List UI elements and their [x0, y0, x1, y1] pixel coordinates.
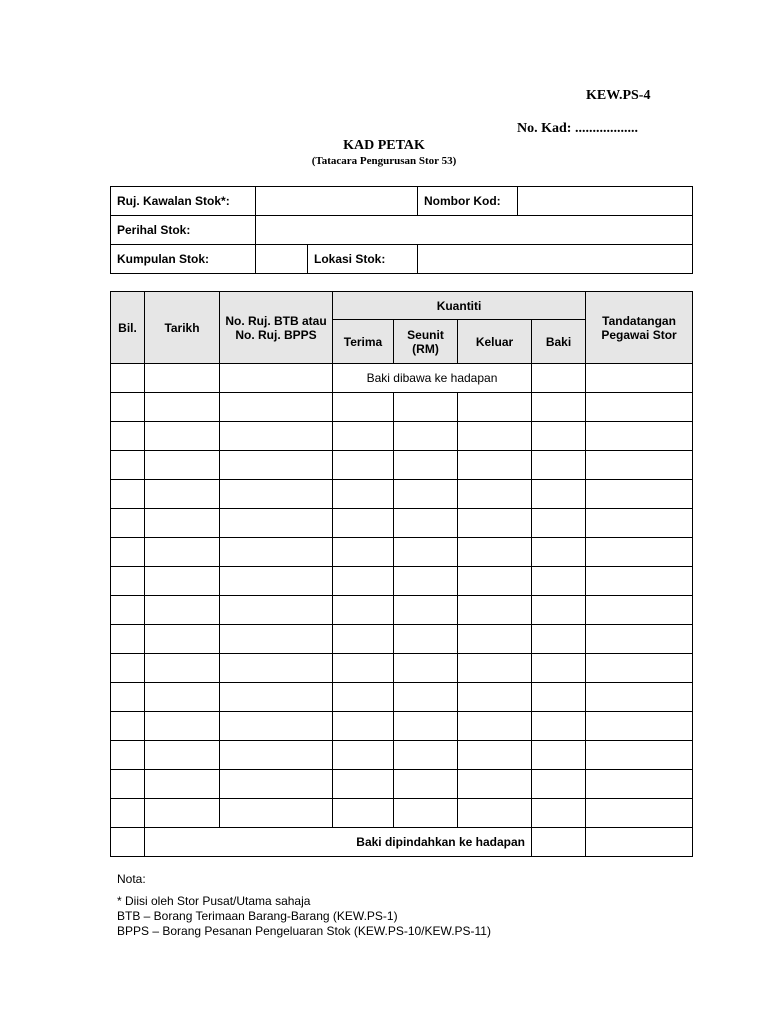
kumpulan-label: Kumpulan Stok: [111, 245, 256, 274]
table-cell[interactable] [532, 422, 586, 451]
perihal-label: Perihal Stok: [111, 216, 256, 245]
table-cell[interactable] [145, 625, 220, 654]
table-cell[interactable] [532, 364, 586, 393]
table-row [111, 393, 693, 422]
table-cell[interactable] [586, 828, 693, 857]
stock-header-table [110, 186, 693, 274]
col-kuantiti: Kuantiti [333, 292, 586, 320]
table-cell[interactable] [458, 567, 532, 596]
table-cell[interactable] [333, 683, 394, 712]
table-cell[interactable] [394, 480, 458, 509]
table-cell[interactable] [333, 451, 394, 480]
table-cell[interactable] [145, 567, 220, 596]
table-cell[interactable] [220, 538, 333, 567]
notes-heading: Nota: [117, 872, 146, 886]
col-seunit: Seunit (RM) [394, 320, 458, 364]
lokasi-label: Lokasi Stok: [308, 245, 418, 274]
card-number-field[interactable]: No. Kad: .................. [517, 121, 638, 136]
table-row [111, 712, 693, 741]
table-row [111, 567, 693, 596]
table-cell[interactable] [333, 567, 394, 596]
table-cell[interactable] [586, 770, 693, 799]
table-cell[interactable] [220, 509, 333, 538]
table-cell[interactable] [394, 451, 458, 480]
table-cell[interactable] [220, 799, 333, 828]
lokasi-input[interactable] [418, 245, 693, 274]
table-cell[interactable] [111, 451, 145, 480]
table-cell[interactable] [586, 596, 693, 625]
table-cell[interactable] [220, 654, 333, 683]
table-cell[interactable] [145, 770, 220, 799]
table-cell[interactable] [220, 393, 333, 422]
table-row [111, 799, 693, 828]
table-cell[interactable] [532, 828, 586, 857]
table-cell[interactable] [394, 683, 458, 712]
table-cell[interactable] [220, 567, 333, 596]
table-cell[interactable] [586, 451, 693, 480]
table-cell[interactable] [394, 422, 458, 451]
table-cell[interactable] [532, 741, 586, 770]
kumpulan-input[interactable] [256, 245, 308, 274]
table-cell[interactable] [458, 596, 532, 625]
table-cell[interactable] [220, 625, 333, 654]
table-cell[interactable] [111, 538, 145, 567]
table-cell[interactable] [586, 538, 693, 567]
ruj-kawalan-input[interactable] [256, 187, 418, 216]
table-cell[interactable] [586, 364, 693, 393]
form-code: KEW.PS-4 [586, 88, 651, 103]
table-row [111, 654, 693, 683]
table-cell[interactable] [333, 741, 394, 770]
table-cell[interactable] [220, 364, 333, 393]
table-cell[interactable] [220, 770, 333, 799]
stock-ledger-table [110, 291, 693, 857]
table-cell[interactable] [458, 770, 532, 799]
table-cell[interactable] [394, 770, 458, 799]
table-cell[interactable] [458, 509, 532, 538]
table-cell[interactable] [586, 480, 693, 509]
table-cell[interactable] [111, 799, 145, 828]
table-cell[interactable] [586, 712, 693, 741]
table-cell[interactable] [220, 480, 333, 509]
table-cell[interactable] [394, 741, 458, 770]
note-line: BTB – Borang Terimaan Barang-Barang (KEW.PS-1) [117, 909, 398, 923]
brought-forward-row [111, 364, 693, 393]
page-title: KAD PETAK [343, 138, 425, 153]
table-cell[interactable] [145, 596, 220, 625]
table-cell[interactable] [333, 712, 394, 741]
table-cell[interactable] [145, 683, 220, 712]
table-cell[interactable] [458, 625, 532, 654]
table-cell[interactable] [111, 393, 145, 422]
table-cell[interactable] [145, 393, 220, 422]
table-cell[interactable] [532, 625, 586, 654]
table-row [111, 741, 693, 770]
table-cell[interactable] [145, 364, 220, 393]
table-cell[interactable] [394, 654, 458, 683]
table-cell[interactable] [111, 741, 145, 770]
table-cell[interactable] [145, 654, 220, 683]
table-cell[interactable] [111, 654, 145, 683]
table-cell[interactable] [333, 393, 394, 422]
table-cell[interactable] [586, 567, 693, 596]
table-cell[interactable] [586, 625, 693, 654]
table-cell[interactable] [532, 712, 586, 741]
table-cell[interactable] [394, 712, 458, 741]
table-cell[interactable] [220, 741, 333, 770]
table-cell[interactable] [145, 799, 220, 828]
table-row [111, 625, 693, 654]
col-tarikh: Tarikh [145, 292, 220, 364]
table-cell[interactable] [333, 770, 394, 799]
table-cell[interactable] [220, 712, 333, 741]
table-cell[interactable] [532, 451, 586, 480]
table-cell[interactable] [586, 799, 693, 828]
table-cell[interactable] [145, 451, 220, 480]
table-cell[interactable] [220, 451, 333, 480]
col-keluar: Keluar [458, 320, 532, 364]
table-cell[interactable] [458, 480, 532, 509]
table-cell[interactable] [532, 683, 586, 712]
table-cell[interactable] [145, 538, 220, 567]
table-cell[interactable] [333, 509, 394, 538]
table-cell[interactable] [111, 509, 145, 538]
table-row [111, 596, 693, 625]
table-cell[interactable] [111, 712, 145, 741]
table-cell[interactable] [220, 422, 333, 451]
table-cell[interactable] [333, 654, 394, 683]
table-row [111, 422, 693, 451]
table-cell[interactable] [111, 683, 145, 712]
table-cell[interactable] [458, 712, 532, 741]
table-cell[interactable] [458, 538, 532, 567]
table-cell[interactable] [458, 654, 532, 683]
table-cell[interactable] [111, 364, 145, 393]
table-cell[interactable] [111, 770, 145, 799]
table-row [111, 770, 693, 799]
note-line: * Diisi oleh Stor Pusat/Utama sahaja [117, 894, 311, 908]
table-cell[interactable] [394, 393, 458, 422]
table-row [111, 451, 693, 480]
page-subtitle: (Tatacara Pengurusan Stor 53) [311, 155, 457, 167]
table-cell[interactable] [145, 480, 220, 509]
table-cell[interactable] [111, 567, 145, 596]
col-terima: Terima [333, 320, 394, 364]
table-cell[interactable] [145, 741, 220, 770]
table-cell[interactable] [220, 683, 333, 712]
table-cell[interactable] [111, 625, 145, 654]
table-cell[interactable] [333, 625, 394, 654]
table-cell[interactable] [532, 596, 586, 625]
table-cell[interactable] [586, 654, 693, 683]
table-cell[interactable] [111, 422, 145, 451]
col-bil: Bil. [111, 292, 145, 364]
table-cell[interactable] [532, 393, 586, 422]
table-cell[interactable] [586, 683, 693, 712]
table-cell[interactable] [532, 538, 586, 567]
notes-section [117, 872, 491, 939]
table-cell[interactable] [532, 799, 586, 828]
table-cell[interactable] [111, 480, 145, 509]
table-cell[interactable] [394, 799, 458, 828]
table-cell[interactable] [586, 422, 693, 451]
table-cell[interactable] [333, 480, 394, 509]
table-cell[interactable] [532, 770, 586, 799]
table-cell[interactable] [532, 654, 586, 683]
table-cell[interactable] [333, 538, 394, 567]
table-cell[interactable] [458, 683, 532, 712]
table-cell[interactable] [220, 596, 333, 625]
table-cell[interactable] [532, 480, 586, 509]
col-no-ruj: No. Ruj. BTB atau No. Ruj. BPPS [220, 292, 333, 364]
nombor-kod-label: Nombor Kod: [418, 187, 518, 216]
table-cell[interactable] [394, 567, 458, 596]
table-cell[interactable] [394, 509, 458, 538]
table-cell[interactable] [532, 567, 586, 596]
table-cell[interactable] [394, 538, 458, 567]
table-cell[interactable] [458, 422, 532, 451]
ruj-kawalan-label: Ruj. Kawalan Stok*: [111, 187, 256, 216]
table-cell[interactable] [586, 741, 693, 770]
table-cell[interactable] [333, 596, 394, 625]
table-row [111, 509, 693, 538]
table-cell[interactable] [458, 451, 532, 480]
table-row [111, 538, 693, 567]
table-cell[interactable] [145, 712, 220, 741]
table-cell[interactable] [458, 741, 532, 770]
carried-forward-row [111, 828, 693, 857]
table-row [111, 683, 693, 712]
table-cell[interactable] [145, 422, 220, 451]
table-cell[interactable] [458, 393, 532, 422]
col-baki: Baki [532, 320, 586, 364]
table-cell[interactable] [586, 393, 693, 422]
table-cell[interactable] [394, 625, 458, 654]
table-cell[interactable] [111, 828, 145, 857]
table-cell[interactable] [333, 799, 394, 828]
table-cell[interactable] [532, 509, 586, 538]
perihal-input[interactable] [256, 216, 693, 245]
nombor-kod-input[interactable] [518, 187, 693, 216]
brought-forward-label: Baki dibawa ke hadapan [333, 364, 532, 393]
table-cell[interactable] [458, 799, 532, 828]
carried-forward-label: Baki dipindahkan ke hadapan [145, 828, 532, 857]
note-line: BPPS – Borang Pesanan Pengeluaran Stok (KEW.PS-10/KEW.PS-11) [117, 924, 491, 938]
table-row [111, 480, 693, 509]
col-tandatangan: Tandatangan Pegawai Stor [586, 292, 693, 364]
table-cell[interactable] [111, 596, 145, 625]
table-cell[interactable] [586, 509, 693, 538]
table-cell[interactable] [333, 422, 394, 451]
table-cell[interactable] [145, 509, 220, 538]
table-cell[interactable] [394, 596, 458, 625]
